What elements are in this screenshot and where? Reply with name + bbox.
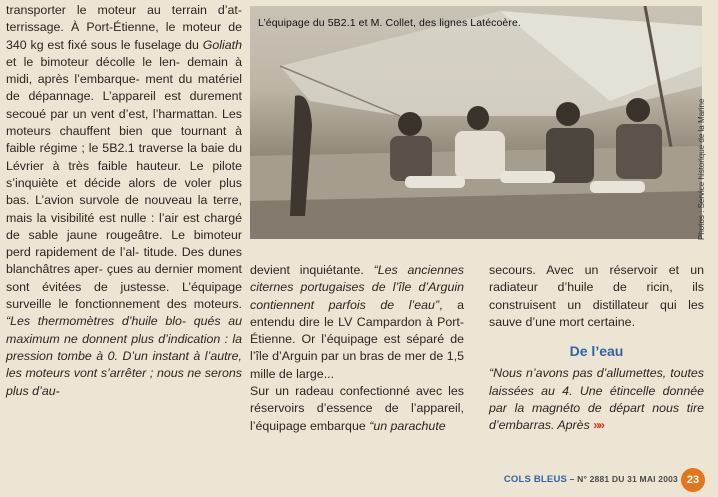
paragraph: secours. Avec un réservoir et un radiateur d’huile de ricin, ils construisent un distillateur qui les sauve d’une mort certaine. xyxy=(489,263,704,329)
paragraph xyxy=(250,262,464,383)
text-line: L’appareil est durement secoué par xyxy=(6,89,243,121)
text-line: de 340 kg est fixé sous le fuselage du xyxy=(6,20,243,52)
crew-photo xyxy=(250,6,702,239)
page-footer xyxy=(504,474,678,485)
text-line: est chargé de sable jaune rougeâtre. xyxy=(6,210,243,242)
magazine-name: COLS BLEUS xyxy=(503,474,568,485)
article-column-3 xyxy=(489,262,704,435)
text-line: la terre, mais la visibilité est nulle : l’air xyxy=(6,193,242,225)
quote: “un parachute xyxy=(369,418,446,433)
issue-info: – N° 2881 DU 31 MAI 2003 xyxy=(567,474,678,484)
text-line: plus bas. L’avion survole de nouveau xyxy=(6,175,242,208)
text-line: un vent d’est, l’harmattan. Les moteurs xyxy=(6,106,242,139)
quote-line: “Les thermomètres d’huile blo- xyxy=(6,314,187,329)
text-run: devient inquiétante. xyxy=(250,263,374,277)
text-line: fonctionnement des moteurs. xyxy=(75,297,242,312)
article-column-1 xyxy=(6,2,242,400)
ship-name: Goliath xyxy=(202,37,242,52)
text-line: Lévrier à très faible hauteur. Le pilote xyxy=(6,158,242,173)
page-number: 23 xyxy=(681,468,705,492)
quote: “Les anciennes citernes portugaises de l’île d’Arguin contiennent parfois de l’eau” xyxy=(250,263,464,312)
paragraph xyxy=(489,365,704,434)
text-run: , a entendu dire le LV Campardon à Port-Étienne. Or l’équipage est séparé de l’île d’Arguin par un bras de mer de 1,5 mille de large... xyxy=(250,297,464,381)
text-line: s’inquiète et décide alors de voler xyxy=(6,175,212,190)
text-line: çues au dernier moment sont évitées xyxy=(6,262,242,294)
quote-line: qués au maximum ne donnent plus xyxy=(6,314,242,346)
text-run: Sur un radeau confectionné avec les réservoirs d’essence de l’appareil, l’équipage embarque xyxy=(250,384,464,433)
article-column-2 xyxy=(250,262,464,435)
continue-arrows-icon: »» xyxy=(593,418,604,433)
text-line: transporter le moteur au terrain d’at- xyxy=(6,3,242,17)
quote-line: d’indication : la pression tombe à 0. xyxy=(6,331,242,363)
text-line: titude. Des dunes blanchâtres aper- xyxy=(6,245,242,277)
text-line: ment du matériel de dépannage. xyxy=(6,72,242,104)
quote: “Nous n’avons pas d’allumettes, toutes laissées au 4. Une étincelle donnée par la magnéto de départ nous tire d’embarras. Après xyxy=(489,366,704,433)
photo-illustration xyxy=(250,6,702,239)
text-line: terrissage. À Port-Étienne, le moteur xyxy=(6,20,222,35)
text-line: Le bimoteur perd rapidement de l’al- xyxy=(6,227,242,260)
quote-line: s’arrêter ; nous ne serons plus d’au- xyxy=(6,366,242,398)
text-line: régime ; le 5B2.1 traverse la baie du xyxy=(39,141,242,156)
section-subheading: De l’eau xyxy=(569,343,624,360)
photo-caption: L’équipage du 5B2.1 et M. Collet, des lignes Latécoère. xyxy=(258,17,521,29)
text-line: de justesse. L’équipage surveille le xyxy=(6,279,242,312)
photo-credit-text: Photos : Service historique de la Marine xyxy=(697,98,706,240)
text-line: et le bimoteur décolle le len- xyxy=(6,54,180,69)
quote-line: D’un instant à l’autre, les moteurs vont xyxy=(6,348,243,381)
text-line: chauffent bien que tournant à faible xyxy=(6,124,242,156)
text-line: demain à midi, après l’embarque- xyxy=(6,54,242,87)
paragraph xyxy=(250,383,464,435)
